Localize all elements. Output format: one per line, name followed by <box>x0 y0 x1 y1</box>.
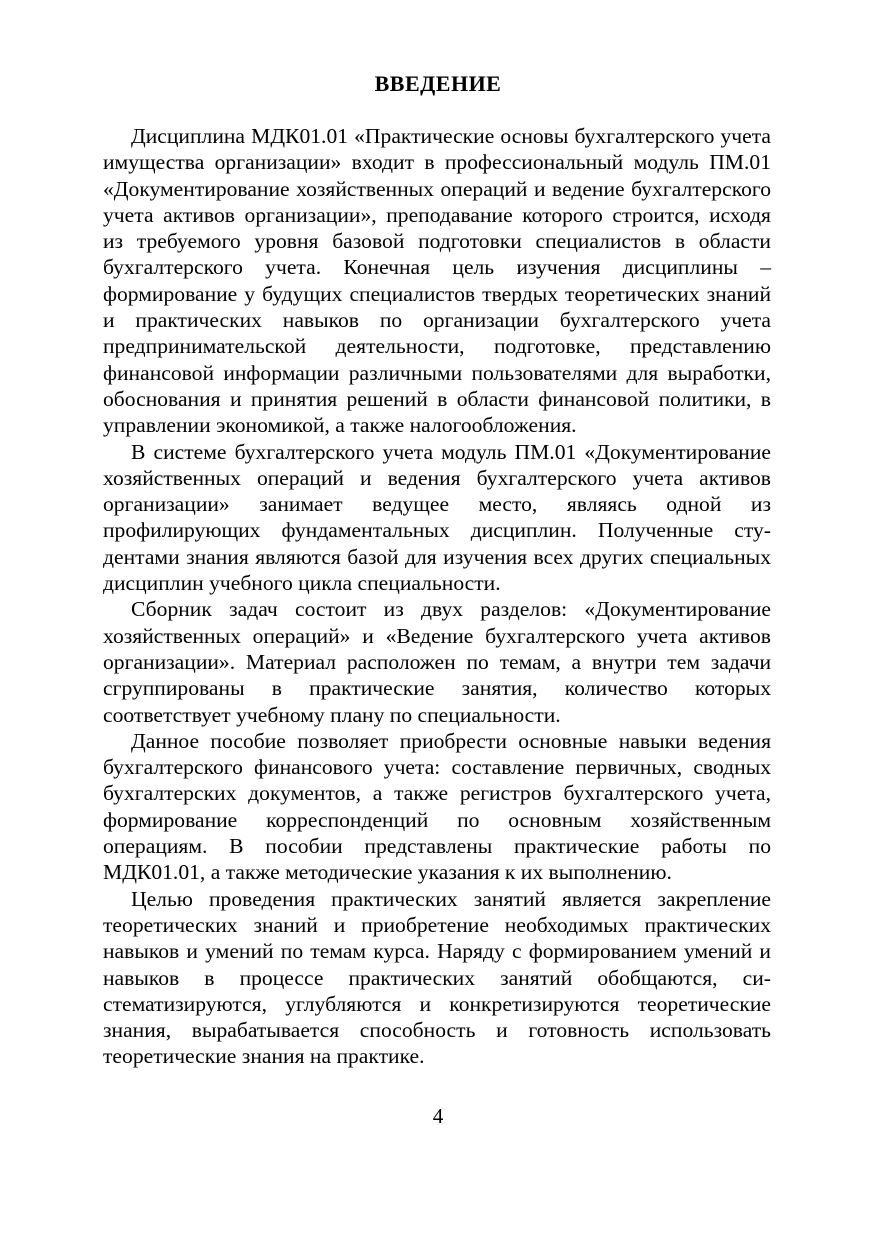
paragraph: Данное пособие позволяет приобрести основные навыки ведения бухгалтерского финансового учета: составление первичных, сводных бухгалтерских документов, а также регистров бухгалтерского учета, формирование корреспонденций по основным хозяйственным операциям. В пособии представлены практические работы по МДК01.01, а также методические указания к их выполнению. <box>103 728 771 885</box>
paragraph: Дисциплина МДК01.01 «Практические основы бухгалтерского учета имущества организации» входит в профессиональный модуль ПМ.01 «Документирование хозяйственных операций и ведение бухгалтерского учета активов организации», преподавание которого строится, исходя из требуемого уровня базовой подготовки специалистов в области бухгалтерского учета. Конечная цель изучения дисциплины – формирование у будущих специалистов твердых теоретических знаний и практических навыков по организации бухгалтерского учета предпринимательской деятельности, подготовке, представлению финансовой информации различными пользователями для выработки, обоснования и принятия решений в области финансовой политики, в управлении экономикой, а также налогообложения. <box>103 124 771 438</box>
page-number: 4 <box>432 1104 444 1128</box>
paragraph: Сборник задач состоит из двух разделов: «Документирование хозяйственных операций» и «Ведение бухгалтерского учета активов организации». Материал расположен по темам, а внутри тем задачи сгруппированы в практические занятия, количество которых соответствует учебному плану по специальности. <box>103 597 771 727</box>
paragraph: В системе бухгалтерского учета модуль ПМ.01 «Документирование хозяйственных операций и ведения бухгалтерского учета активов организации» занимает ведущее место, являясь одной из профилирующих фундаментальных дисциплин. Полученные студентами знания являются базой для изучения всех других специальных дисциплин учебного цикла специальности. <box>103 439 771 596</box>
body-text <box>103 123 771 1070</box>
page-title: ВВЕДЕНИЕ <box>374 71 502 96</box>
paragraph: Целью проведения практических занятий является закрепление теоретических знаний и приобретение необходимых практических навыков и умений по темам курса. Наряду с формированием умений и навыков в процессе практических занятий обобщаются, систематизируются, углубляются и конкретизируются теоретические знания, вырабатывается способность и готовность использовать теоретические знания на практике. <box>103 886 771 1069</box>
